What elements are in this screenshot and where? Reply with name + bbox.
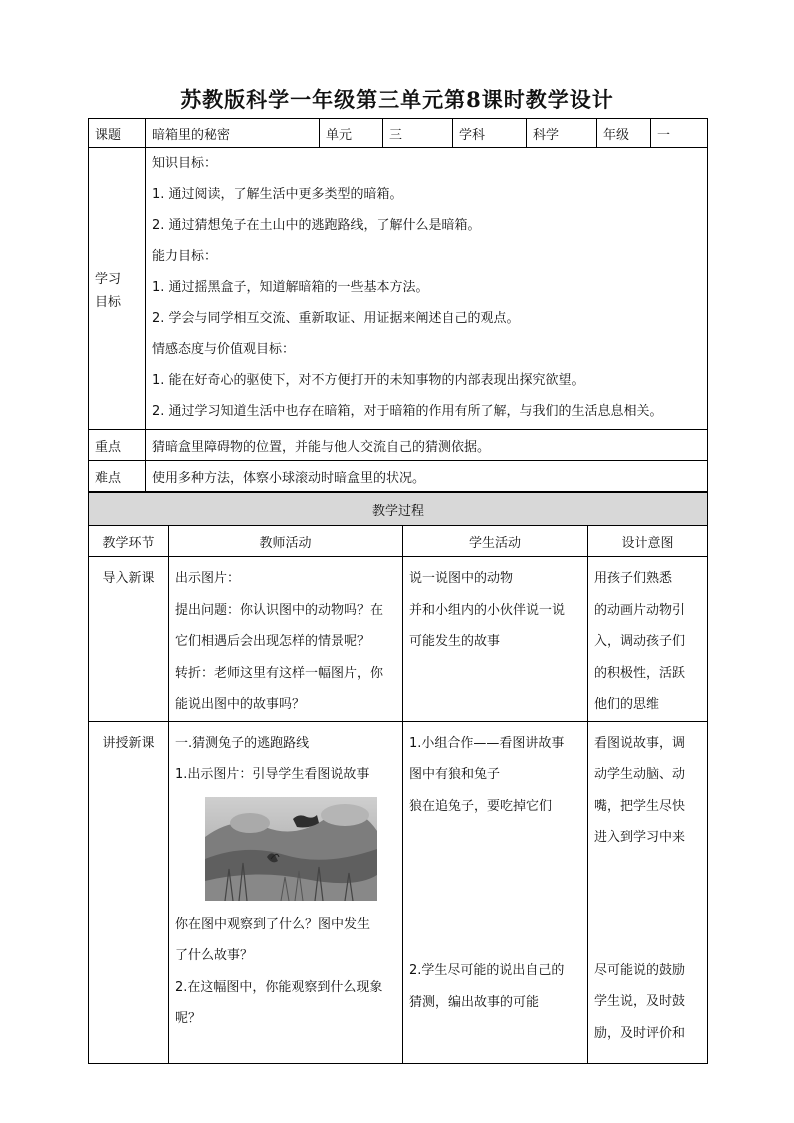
goal-line: 知识目标： <box>152 156 218 171</box>
goal-line: 2. 通过学习知道生活中也存在暗箱，对于暗箱的作用有所了解，与我们的生活息息相关。 <box>152 404 663 419</box>
process-table <box>88 492 708 1064</box>
teacher-cell <box>169 721 403 1063</box>
intent-line: 的动画片动物引 <box>594 602 686 618</box>
stage-cell <box>89 721 169 1063</box>
key-point-text: 猜暗盒里障碍物的位置，并能与他人交流自己的猜测依据。 <box>146 430 708 461</box>
goals-label-line-1: 学习 <box>95 271 122 287</box>
intent-line: 进入到学习中来 <box>594 830 686 845</box>
teacher-line: 它们相遇后会出现怎样的情景呢？ <box>175 634 371 649</box>
stage-name: 讲授新课 <box>102 735 155 751</box>
goal-line: 能力目标： <box>152 249 218 264</box>
goal-line: 2. 通过猜想兔子在土山中的逃跑路线，了解什么是暗箱。 <box>152 218 481 233</box>
teacher-line: 了什么故事？ <box>175 948 254 963</box>
teacher-line: 2.在这幅图中，你能观察到什么现象 <box>175 979 383 995</box>
goal-line: 2. 学会与同学相互交流、重新取证、用证据来阐述自己的观点。 <box>152 311 520 326</box>
course-label: 课题 <box>89 119 146 148</box>
teacher-line: 能说出图中的故事吗？ <box>175 697 306 712</box>
student-cell <box>403 721 588 1063</box>
student-line: 2.学生尽可能的说出自己的 <box>409 963 565 978</box>
intent-cell <box>588 721 708 1063</box>
student-line: 1.小组合作——看图讲故事 <box>409 735 565 751</box>
teacher-cell <box>169 557 403 722</box>
teacher-line: 转折：老师这里有这样一幅图片，你 <box>175 665 384 681</box>
course-value: 暗箱里的秘密 <box>146 119 320 148</box>
intent-line: 学生说，及时鼓 <box>594 994 686 1009</box>
unit-label: 单元 <box>320 119 383 148</box>
intent-line: 看图说故事，调 <box>594 735 686 751</box>
teacher-line: 你在图中观察到了什么？图中发生 <box>175 916 371 932</box>
student-line: 猜测，编出故事的可能 <box>409 994 540 1010</box>
column-header-intent: 设计意图 <box>588 526 708 557</box>
subject-label: 学科 <box>453 119 527 148</box>
intent-line: 励，及时评价和 <box>594 1025 686 1041</box>
difficulty-label: 难点 <box>89 461 146 492</box>
teacher-line: 出示图片： <box>175 571 241 586</box>
student-line: 并和小组内的小伙伴说一说 <box>409 602 566 618</box>
stage-name: 导入新课 <box>102 571 155 586</box>
goal-line: 1. 通过阅读，了解生活中更多类型的暗箱。 <box>152 187 403 202</box>
student-line: 狼在追兔子，要吃掉它们 <box>409 798 553 814</box>
goal-line: 情感态度与价值观目标： <box>152 342 296 357</box>
intent-line: 嘴，把学生尽快 <box>594 798 686 814</box>
grade-value: 一 <box>651 119 708 148</box>
unit-value: 三 <box>383 119 453 148</box>
intent-line: 动学生动脑、动 <box>594 767 686 782</box>
student-line: 图中有狼和兔子 <box>409 767 501 782</box>
student-line: 可能发生的故事 <box>409 634 501 649</box>
page-title: 苏教版科学一年级第三单元第8课时教学设计 <box>180 87 614 112</box>
column-header-teacher: 教师活动 <box>169 526 403 557</box>
goal-line: 1. 能在好奇心的驱使下，对不方便打开的未知事物的内部表现出探究欲望。 <box>152 373 585 388</box>
teacher-line: 一.猜测兔子的逃跑路线 <box>175 735 310 751</box>
table-row <box>89 721 708 1063</box>
teacher-line: 呢？ <box>175 1011 202 1026</box>
info-table <box>88 118 708 492</box>
process-heading: 教学过程 <box>89 493 708 526</box>
goals-label-line-2: 目标 <box>95 294 122 310</box>
goal-line: 1. 通过摇黑盒子，知道解暗箱的一些基本方法。 <box>152 280 429 295</box>
student-cell <box>403 557 588 722</box>
stage-cell <box>89 557 169 722</box>
intent-line: 的积极性，活跃 <box>594 665 686 681</box>
intent-line: 尽可能说的鼓励 <box>594 962 686 978</box>
wolf-rabbit-illustration <box>205 797 377 901</box>
goals-label <box>89 148 146 430</box>
goals-content <box>146 148 708 430</box>
difficulty-text: 使用多种方法，体察小球滚动时暗盒里的状况。 <box>146 461 708 492</box>
key-point-label: 重点 <box>89 430 146 461</box>
intent-line: 入，调动孩子们 <box>594 634 686 649</box>
column-header-student: 学生活动 <box>403 526 588 557</box>
intent-line: 他们的思维 <box>594 697 660 712</box>
table-row <box>89 557 708 722</box>
subject-value: 科学 <box>527 119 597 148</box>
grade-label: 年级 <box>597 119 651 148</box>
intent-cell <box>588 557 708 722</box>
column-header-stage: 教学环节 <box>89 526 169 557</box>
teacher-line: 1.出示图片：引导学生看图说故事 <box>175 767 370 782</box>
teacher-line: 提出问题：你认识图中的动物吗？在 <box>175 602 384 618</box>
intent-line: 用孩子们熟悉 <box>594 571 673 586</box>
student-line: 说一说图中的动物 <box>409 571 514 586</box>
